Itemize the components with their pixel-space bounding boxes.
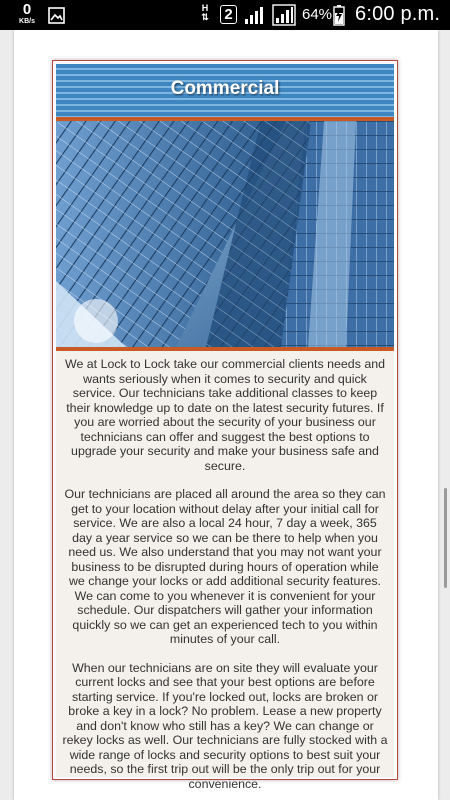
battery-charging-icon — [333, 5, 345, 31]
hero-image — [56, 121, 394, 347]
paragraph: When our technicians are on site they will evaluate your current locks and see that your best options are before starting service. If you're locked out, locks are broken or broke a key in a lock? No problem. Lease a new property and don't know who still has a key? We can change or rekey locks as well. Our technicians are fully stocked with a wide range of locks and security options to best suit your needs, so the first trip out will be the only trip out for your convenience. — [62, 660, 388, 791]
scrollbar-thumb[interactable] — [444, 488, 447, 588]
commercial-card — [52, 60, 398, 791]
network-type — [199, 4, 211, 22]
network-arrows-icon: ⇅ — [201, 12, 209, 22]
gallery-icon — [48, 7, 65, 29]
section-body — [56, 351, 394, 791]
network-type-label: H — [201, 3, 209, 13]
battery-percent: 64% — [302, 6, 333, 23]
signal-icon — [244, 5, 266, 30]
office-skyscraper-image — [56, 121, 394, 347]
network-speed-value: 0 — [22, 1, 32, 18]
clock: 6:00 p.m. — [355, 3, 441, 25]
paragraph: Our technicians are placed all around the area so they can get to your location without delay after your initial call for service. We are also a local 24 hour, 7 day a week, 365 day a year service so we can be there to help when you need us. We also understand that you may not want your business to be disrupted during hours of operation while we change your locks or add additional security features. We can come to you whenever it is convenient for your schedule. Our dispatchers will gather your information quickly so we can get an experienced tech to you within minutes of your call. — [64, 487, 386, 646]
signal-icon-secondary — [272, 4, 296, 31]
section-title: Commercial — [170, 78, 280, 99]
status-bar — [0, 0, 450, 30]
sim-icon — [220, 5, 237, 24]
sim-slot-label: 2 — [224, 6, 233, 23]
network-speed — [14, 2, 40, 25]
section-banner — [56, 64, 394, 123]
paragraph: We at Lock to Lock take our commercial clients needs and wants seriously when it comes to security and quick service. Our technicians take additional classes to keep their knowledge up to date on the latest security futures. If you are worried about the security of your business our technicians can offer and suggest the best options to upgrade your security and make your business safe and secure. — [64, 357, 386, 473]
network-speed-unit: KB/s — [19, 18, 35, 25]
